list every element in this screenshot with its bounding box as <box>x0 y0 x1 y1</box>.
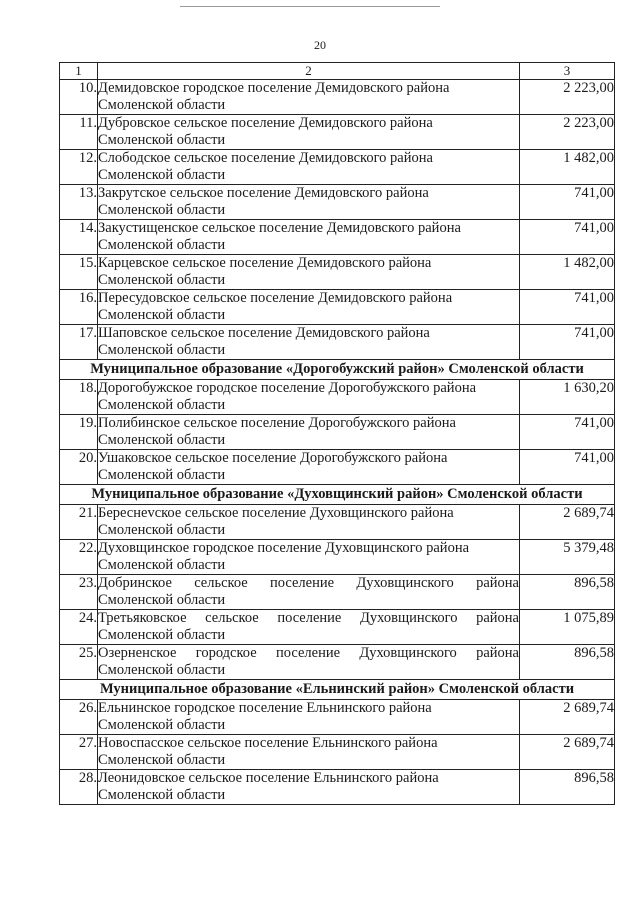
settlement-name <box>98 770 520 805</box>
row-number: 11. <box>60 115 98 150</box>
amount-value: 2 689,74 <box>520 700 615 735</box>
table-header-row <box>60 63 615 80</box>
header-col-1: 1 <box>60 63 98 80</box>
settlement-name <box>98 325 520 360</box>
table-body <box>60 63 615 805</box>
settlement-name <box>98 415 520 450</box>
settlement-name-line2: Смоленской области <box>98 752 226 768</box>
settlement-name-line2: Смоленской области <box>98 592 226 608</box>
table-row <box>60 185 615 220</box>
row-number: 15. <box>60 255 98 290</box>
table-row <box>60 290 615 325</box>
row-number: 25. <box>60 645 98 680</box>
section-header-row <box>60 680 615 700</box>
table-row <box>60 80 615 115</box>
row-number: 19. <box>60 415 98 450</box>
settlement-name <box>98 80 520 115</box>
settlement-name <box>98 700 520 735</box>
row-number: 28. <box>60 770 98 805</box>
amount-value: 741,00 <box>520 290 615 325</box>
settlement-name <box>98 150 520 185</box>
header-col-3: 3 <box>520 63 615 80</box>
row-number: 13. <box>60 185 98 220</box>
settlement-name-line1: Леонидовское сельское поселение Ельнинского района <box>98 770 439 786</box>
row-number: 16. <box>60 290 98 325</box>
row-number: 14. <box>60 220 98 255</box>
settlement-name-line1: Ушаковское сельское поселение Дорогобужского района <box>98 450 448 466</box>
table-row <box>60 255 615 290</box>
amount-value: 1 630,20 <box>520 380 615 415</box>
settlement-name-line1: Пересудовское сельское поселение Демидовского района <box>98 290 453 306</box>
row-number: 21. <box>60 505 98 540</box>
table-row <box>60 735 615 770</box>
settlement-name-line1: Полибинское сельское поселение Дорогобужского района <box>98 415 456 431</box>
table-row <box>60 220 615 255</box>
settlement-name-line2: Смоленской области <box>98 132 226 148</box>
amount-value: 896,58 <box>520 645 615 680</box>
table-row <box>60 540 615 575</box>
section-header-row <box>60 360 615 380</box>
settlement-name-line2: Смоленской области <box>98 432 226 448</box>
row-number: 23. <box>60 575 98 610</box>
section-title: Муниципальное образование «Ельнинский район» Смоленской области <box>60 680 615 700</box>
table-row <box>60 575 615 610</box>
settlement-name-line2: Смоленской области <box>98 307 226 323</box>
settlement-name-line2: Смоленской области <box>98 237 226 253</box>
settlement-name-line2: Смоленской области <box>98 557 226 573</box>
amount-value: 896,58 <box>520 770 615 805</box>
amount-value: 741,00 <box>520 325 615 360</box>
settlement-name-line2: Смоленской области <box>98 467 226 483</box>
settlement-name <box>98 645 520 680</box>
settlement-name <box>98 220 520 255</box>
settlement-name-line1: Третьяковское сельское поселение Духовщинского района <box>98 610 519 626</box>
settlement-name <box>98 380 520 415</box>
table-row <box>60 770 615 805</box>
settlement-name-line1: Шаповское сельское поселение Демидовского района <box>98 325 430 341</box>
amount-value: 741,00 <box>520 185 615 220</box>
settlement-name <box>98 255 520 290</box>
row-number: 27. <box>60 735 98 770</box>
settlement-name <box>98 185 520 220</box>
table-row <box>60 150 615 185</box>
settlement-name-line2: Смоленской области <box>98 787 226 803</box>
settlement-name <box>98 450 520 485</box>
settlement-name-line1: Озерненское городское поселение Духовщинского района <box>98 645 519 661</box>
settlement-name-line2: Смоленской области <box>98 522 226 538</box>
table-row <box>60 325 615 360</box>
table-row <box>60 700 615 735</box>
settlement-name <box>98 735 520 770</box>
settlement-name-line2: Смоленской области <box>98 202 226 218</box>
amount-value: 1 482,00 <box>520 150 615 185</box>
page-number: 20 <box>314 38 326 52</box>
settlement-name-line1: Слободское сельское поселение Демидовского района <box>98 150 433 166</box>
table-row <box>60 645 615 680</box>
amount-value: 741,00 <box>520 220 615 255</box>
settlement-name-line1: Закустищенское сельское поселение Демидовского района <box>98 220 461 236</box>
settlement-name <box>98 575 520 610</box>
table-row <box>60 505 615 540</box>
settlement-name-line1: Духовщинское городское поселение Духовщинского района <box>98 540 470 556</box>
settlement-name <box>98 505 520 540</box>
amount-value: 741,00 <box>520 415 615 450</box>
table-row <box>60 415 615 450</box>
allocation-table <box>59 62 615 805</box>
amount-value: 896,58 <box>520 575 615 610</box>
row-number: 26. <box>60 700 98 735</box>
row-number: 12. <box>60 150 98 185</box>
settlement-name-line1: Добринское сельское поселение Духовщинского района <box>98 575 519 591</box>
amount-value: 2 689,74 <box>520 505 615 540</box>
settlement-name-line1: Ельнинское городское поселение Ельнинского района <box>98 700 432 716</box>
amount-value: 2 689,74 <box>520 735 615 770</box>
settlement-name-line1: Карцевское сельское поселение Демидовского района <box>98 255 432 271</box>
settlement-name-line1: Новоспасское сельское поселение Ельнинского района <box>98 735 438 751</box>
settlement-name <box>98 290 520 325</box>
amount-value: 5 379,48 <box>520 540 615 575</box>
settlement-name-line2: Смоленской области <box>98 272 226 288</box>
header-col-2: 2 <box>98 63 520 80</box>
settlement-name-line1: Дорогобужское городское поселение Дорогобужского района <box>98 380 477 396</box>
settlement-name-line2: Смоленской области <box>98 627 226 643</box>
amount-value: 1 075,89 <box>520 610 615 645</box>
settlement-name-line2: Смоленской области <box>98 717 226 733</box>
settlement-name <box>98 115 520 150</box>
settlement-name-line2: Смоленской области <box>98 167 226 183</box>
row-number: 22. <box>60 540 98 575</box>
settlement-name <box>98 540 520 575</box>
amount-value: 741,00 <box>520 450 615 485</box>
table-row <box>60 450 615 485</box>
row-number: 20. <box>60 450 98 485</box>
top-scan-rule <box>180 6 440 7</box>
amount-value: 2 223,00 <box>520 80 615 115</box>
amount-value: 1 482,00 <box>520 255 615 290</box>
settlement-name-line1: Демидовское городское поселение Демидовского района <box>98 80 450 96</box>
row-number: 24. <box>60 610 98 645</box>
section-header-row <box>60 485 615 505</box>
settlement-name <box>98 610 520 645</box>
settlement-name-line1: Дубровское сельское поселение Демидовского района <box>98 115 433 131</box>
row-number: 18. <box>60 380 98 415</box>
settlement-name-line1: Закрутское сельское поселение Демидовского района <box>98 185 429 201</box>
section-title: Муниципальное образование «Духовщинский район» Смоленской области <box>60 485 615 505</box>
table-row <box>60 380 615 415</box>
row-number: 10. <box>60 80 98 115</box>
settlement-name-line2: Смоленской области <box>98 342 226 358</box>
table-row <box>60 115 615 150</box>
row-number: 17. <box>60 325 98 360</box>
table-row <box>60 610 615 645</box>
settlement-name-line2: Смоленской области <box>98 397 226 413</box>
section-title: Муниципальное образование «Дорогобужский район» Смоленской области <box>60 360 615 380</box>
settlement-name-line2: Смоленской области <box>98 662 226 678</box>
settlement-name-line1: Береснevское сельское поселение Духовщинского района <box>98 505 454 521</box>
amount-value: 2 223,00 <box>520 115 615 150</box>
settlement-name-line2: Смоленской области <box>98 97 226 113</box>
